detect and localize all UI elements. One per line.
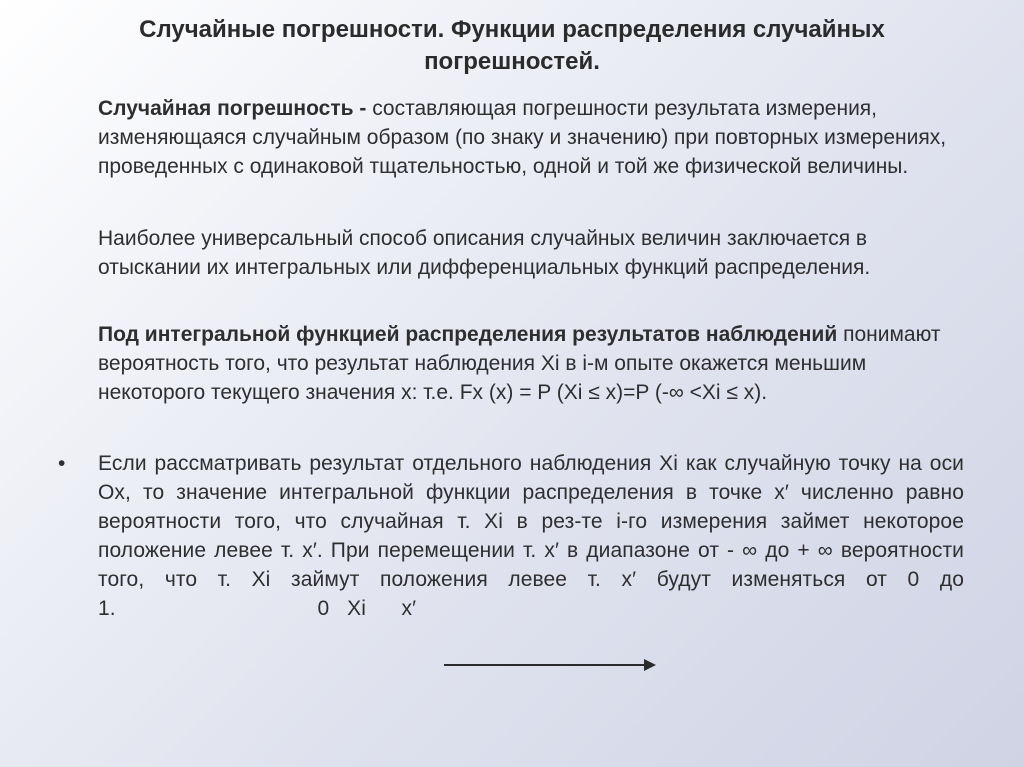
bullet-paragraph bbox=[98, 449, 964, 623]
description-text: Наиболее универсальный способ описания случайных величин заключается в отыскании их интегральных или дифференциальных функций распределения. bbox=[98, 227, 871, 279]
definition-text: составляющая погрешности результата измерения, изменяющаяся случайным образом (по знаку и значению) при повторных измерениях, проведенных с одинаковой тщательностью, одной и той же физической величины. bbox=[98, 97, 947, 178]
axis-arrow-icon bbox=[644, 659, 656, 671]
bullet-text: Если рассматривать результат отдельного наблюдения Xi как случайную точку на оси Ox, то значение интегральной функции распределения в точке x′ численно равно вероятности того, что случайная т. Xi в рез-те i-го измерения займет некоторое положение левее т. x′. При перемещении т. x′ в диапазоне от - ∞ до + ∞ вероятности того, что т. Xi займут положения левее т. x′ будут изменяться от 0 до 1. bbox=[98, 452, 964, 620]
integral-function-text: понимают вероятность того, что результат наблюдения Xi в i-м опыте окажется меньшим некоторого текущего значения x: т.е. Fx (x) = P (Xi ≤ x)=P (-∞ <Xi ≤ x). bbox=[98, 323, 941, 404]
axis-line bbox=[444, 664, 646, 666]
slide-title bbox=[40, 14, 984, 78]
definition-paragraph bbox=[98, 94, 968, 181]
integral-function-paragraph bbox=[98, 320, 968, 407]
bullet-marker: • bbox=[58, 452, 66, 475]
axis-labels: 0 Xi x′ bbox=[317, 597, 417, 620]
title-line-1: Случайные погрешности. Функции распределения случайных bbox=[139, 16, 885, 43]
title-line-2: погрешностей. bbox=[424, 48, 600, 75]
description-paragraph bbox=[98, 224, 968, 282]
integral-function-term: Под интегральной функцией распределения результатов наблюдений bbox=[98, 323, 838, 346]
definition-term: Случайная погрешность - bbox=[98, 97, 367, 120]
